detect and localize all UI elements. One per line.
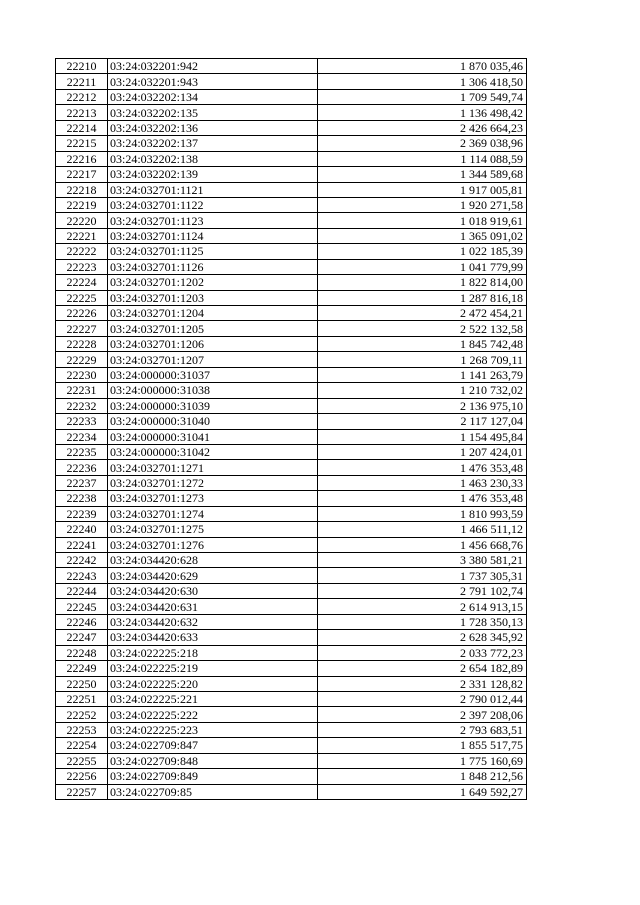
cadastral-value-cell: 1 848 212,56 — [318, 769, 527, 784]
cadastral-number-cell: 03:24:032701:1202 — [108, 275, 318, 290]
cadastral-value-cell: 1 210 732,02 — [318, 383, 527, 398]
cadastral-number-cell: 03:24:032701:1272 — [108, 475, 318, 490]
cadastral-value-cell: 2 791 102,74 — [318, 583, 527, 598]
cadastral-number-cell: 03:24:022225:220 — [108, 676, 318, 691]
cadastral-value-cell: 1 476 353,48 — [318, 460, 527, 475]
cadastral-value-cell: 1 775 160,69 — [318, 753, 527, 768]
cadastral-value-cell: 1 268 709,11 — [318, 352, 527, 367]
cadastral-value-cell: 1 041 779,99 — [318, 259, 527, 274]
row-number-cell: 22220 — [56, 213, 108, 228]
row-number-cell: 22243 — [56, 568, 108, 583]
row-number-cell: 22235 — [56, 444, 108, 459]
row-number-cell: 22228 — [56, 336, 108, 351]
cadastral-number-cell: 03:24:034420:631 — [108, 599, 318, 614]
row-number-cell: 22224 — [56, 275, 108, 290]
cadastral-value-cell: 3 380 581,21 — [318, 553, 527, 568]
table-row — [56, 691, 527, 706]
cadastral-value-cell: 2 472 454,21 — [318, 306, 527, 321]
table-row — [56, 614, 527, 629]
cadastral-number-cell: 03:24:022225:222 — [108, 707, 318, 722]
cadastral-value-cell: 1 456 668,76 — [318, 537, 527, 552]
cadastral-value-cell: 2 522 132,58 — [318, 321, 527, 336]
row-number-cell: 22248 — [56, 645, 108, 660]
table-row — [56, 522, 527, 537]
cadastral-number-cell: 03:24:032701:1275 — [108, 522, 318, 537]
table-row — [56, 306, 527, 321]
table-row — [56, 74, 527, 89]
cadastral-value-cell: 1 141 263,79 — [318, 367, 527, 382]
cadastral-number-cell: 03:24:034420:630 — [108, 583, 318, 598]
cadastral-number-cell: 03:24:022709:849 — [108, 769, 318, 784]
cadastral-value-cell: 1 022 185,39 — [318, 244, 527, 259]
table-row — [56, 336, 527, 351]
table-row — [56, 553, 527, 568]
row-number-cell: 22242 — [56, 553, 108, 568]
row-number-cell: 22246 — [56, 614, 108, 629]
row-number-cell: 22226 — [56, 306, 108, 321]
cadastral-number-cell: 03:24:032701:1203 — [108, 290, 318, 305]
row-number-cell: 22241 — [56, 537, 108, 552]
table-row — [56, 506, 527, 521]
row-number-cell: 22222 — [56, 244, 108, 259]
table-row — [56, 290, 527, 305]
cadastral-number-cell: 03:24:032701:1205 — [108, 321, 318, 336]
table-row — [56, 352, 527, 367]
table-row — [56, 105, 527, 120]
cadastral-value-cell: 1 737 305,31 — [318, 568, 527, 583]
table-row — [56, 784, 527, 799]
row-number-cell: 22217 — [56, 167, 108, 182]
row-number-cell: 22252 — [56, 707, 108, 722]
cadastral-number-cell: 03:24:000000:31037 — [108, 367, 318, 382]
table-row — [56, 722, 527, 737]
table-row — [56, 460, 527, 475]
table-row — [56, 630, 527, 645]
cadastral-number-cell: 03:24:032701:1126 — [108, 259, 318, 274]
cadastral-value-table — [55, 58, 527, 800]
cadastral-value-cell: 1 018 919,61 — [318, 213, 527, 228]
cadastral-number-cell: 03:24:034420:632 — [108, 614, 318, 629]
cadastral-number-cell: 03:24:022225:221 — [108, 691, 318, 706]
table-row — [56, 275, 527, 290]
cadastral-value-cell: 1 136 498,42 — [318, 105, 527, 120]
cadastral-number-cell: 03:24:032701:1124 — [108, 228, 318, 243]
cadastral-value-cell: 1 822 814,00 — [318, 275, 527, 290]
cadastral-value-cell: 2 033 772,23 — [318, 645, 527, 660]
cadastral-value-cell: 1 920 271,58 — [318, 197, 527, 212]
cadastral-value-cell: 2 136 975,10 — [318, 398, 527, 413]
row-number-cell: 22223 — [56, 259, 108, 274]
table-row — [56, 661, 527, 676]
row-number-cell: 22213 — [56, 105, 108, 120]
row-number-cell: 22218 — [56, 182, 108, 197]
cadastral-value-cell: 1 845 742,48 — [318, 336, 527, 351]
table-row — [56, 769, 527, 784]
row-number-cell: 22254 — [56, 738, 108, 753]
table-row — [56, 568, 527, 583]
cadastral-number-cell: 03:24:032701:1271 — [108, 460, 318, 475]
cadastral-value-cell: 1 870 035,46 — [318, 59, 527, 74]
cadastral-number-cell: 03:24:022709:847 — [108, 738, 318, 753]
table-row — [56, 321, 527, 336]
cadastral-number-cell: 03:24:032201:943 — [108, 74, 318, 89]
cadastral-value-cell: 1 463 230,33 — [318, 475, 527, 490]
row-number-cell: 22227 — [56, 321, 108, 336]
row-number-cell: 22212 — [56, 89, 108, 104]
cadastral-number-cell: 03:24:034420:628 — [108, 553, 318, 568]
row-number-cell: 22216 — [56, 151, 108, 166]
row-number-cell: 22214 — [56, 120, 108, 135]
table-row — [56, 89, 527, 104]
row-number-cell: 22256 — [56, 769, 108, 784]
cadastral-value-cell: 1 154 495,84 — [318, 429, 527, 444]
cadastral-number-cell: 03:24:000000:31041 — [108, 429, 318, 444]
row-number-cell: 22249 — [56, 661, 108, 676]
row-number-cell: 22229 — [56, 352, 108, 367]
table-row — [56, 537, 527, 552]
cadastral-number-cell: 03:24:022225:219 — [108, 661, 318, 676]
cadastral-number-cell: 03:24:032701:1123 — [108, 213, 318, 228]
row-number-cell: 22240 — [56, 522, 108, 537]
cadastral-value-cell: 2 426 664,23 — [318, 120, 527, 135]
table-row — [56, 167, 527, 182]
cadastral-number-cell: 03:24:022709:848 — [108, 753, 318, 768]
cadastral-number-cell: 03:24:032202:134 — [108, 89, 318, 104]
table-row — [56, 414, 527, 429]
cadastral-value-cell: 2 117 127,04 — [318, 414, 527, 429]
table-row — [56, 491, 527, 506]
table-row — [56, 444, 527, 459]
table-row — [56, 707, 527, 722]
cadastral-number-cell: 03:24:000000:31039 — [108, 398, 318, 413]
row-number-cell: 22257 — [56, 784, 108, 799]
cadastral-value-cell: 2 790 012,44 — [318, 691, 527, 706]
row-number-cell: 22251 — [56, 691, 108, 706]
table-row — [56, 182, 527, 197]
cadastral-number-cell: 03:24:034420:633 — [108, 630, 318, 645]
cadastral-number-cell: 03:24:022225:223 — [108, 722, 318, 737]
table-row — [56, 244, 527, 259]
row-number-cell: 22237 — [56, 475, 108, 490]
row-number-cell: 22238 — [56, 491, 108, 506]
cadastral-number-cell: 03:24:000000:31038 — [108, 383, 318, 398]
cadastral-value-cell: 1 649 592,27 — [318, 784, 527, 799]
cadastral-value-cell: 1 344 589,68 — [318, 167, 527, 182]
cadastral-number-cell: 03:24:032701:1204 — [108, 306, 318, 321]
cadastral-value-cell: 2 628 345,92 — [318, 630, 527, 645]
cadastral-value-cell: 1 287 816,18 — [318, 290, 527, 305]
cadastral-number-cell: 03:24:032701:1274 — [108, 506, 318, 521]
cadastral-number-cell: 03:24:032202:138 — [108, 151, 318, 166]
cadastral-value-cell: 1 207 424,01 — [318, 444, 527, 459]
table-row — [56, 59, 527, 74]
cadastral-value-cell: 1 855 517,75 — [318, 738, 527, 753]
row-number-cell: 22225 — [56, 290, 108, 305]
row-number-cell: 22233 — [56, 414, 108, 429]
row-number-cell: 22219 — [56, 197, 108, 212]
row-number-cell: 22253 — [56, 722, 108, 737]
cadastral-number-cell: 03:24:022225:218 — [108, 645, 318, 660]
cadastral-number-cell: 03:24:032701:1206 — [108, 336, 318, 351]
cadastral-number-cell: 03:24:022709:85 — [108, 784, 318, 799]
cadastral-value-cell: 2 793 683,51 — [318, 722, 527, 737]
table-row — [56, 367, 527, 382]
row-number-cell: 22245 — [56, 599, 108, 614]
cadastral-value-cell: 1 709 549,74 — [318, 89, 527, 104]
table-row — [56, 429, 527, 444]
row-number-cell: 22250 — [56, 676, 108, 691]
cadastral-number-cell: 03:24:032201:942 — [108, 59, 318, 74]
cadastral-value-cell: 2 654 182,89 — [318, 661, 527, 676]
table-body — [56, 59, 527, 800]
cadastral-number-cell: 03:24:032202:139 — [108, 167, 318, 182]
cadastral-value-cell: 1 466 511,12 — [318, 522, 527, 537]
row-number-cell: 22230 — [56, 367, 108, 382]
cadastral-value-cell: 1 114 088,59 — [318, 151, 527, 166]
cadastral-value-cell: 1 476 353,48 — [318, 491, 527, 506]
cadastral-number-cell: 03:24:032701:1207 — [108, 352, 318, 367]
table-row — [56, 583, 527, 598]
row-number-cell: 22244 — [56, 583, 108, 598]
cadastral-number-cell: 03:24:032202:136 — [108, 120, 318, 135]
row-number-cell: 22247 — [56, 630, 108, 645]
table-row — [56, 259, 527, 274]
row-number-cell: 22215 — [56, 136, 108, 151]
row-number-cell: 22210 — [56, 59, 108, 74]
cadastral-number-cell: 03:24:032701:1273 — [108, 491, 318, 506]
row-number-cell: 22211 — [56, 74, 108, 89]
cadastral-value-cell: 2 614 913,15 — [318, 599, 527, 614]
table-row — [56, 398, 527, 413]
cadastral-number-cell: 03:24:032701:1122 — [108, 197, 318, 212]
row-number-cell: 22255 — [56, 753, 108, 768]
cadastral-value-cell: 2 369 038,96 — [318, 136, 527, 151]
table-row — [56, 383, 527, 398]
cadastral-value-cell: 1 810 993,59 — [318, 506, 527, 521]
table-row — [56, 120, 527, 135]
cadastral-value-cell: 1 917 005,81 — [318, 182, 527, 197]
cadastral-number-cell: 03:24:032701:1125 — [108, 244, 318, 259]
table-row — [56, 136, 527, 151]
row-number-cell: 22221 — [56, 228, 108, 243]
cadastral-number-cell: 03:24:034420:629 — [108, 568, 318, 583]
cadastral-number-cell: 03:24:032701:1121 — [108, 182, 318, 197]
table-row — [56, 645, 527, 660]
row-number-cell: 22236 — [56, 460, 108, 475]
cadastral-number-cell: 03:24:000000:31042 — [108, 444, 318, 459]
cadastral-number-cell: 03:24:032202:135 — [108, 105, 318, 120]
table-row — [56, 738, 527, 753]
table-row — [56, 151, 527, 166]
table-row — [56, 676, 527, 691]
row-number-cell: 22232 — [56, 398, 108, 413]
table-row — [56, 599, 527, 614]
table-row — [56, 228, 527, 243]
table-row — [56, 475, 527, 490]
cadastral-value-cell: 2 331 128,82 — [318, 676, 527, 691]
row-number-cell: 22231 — [56, 383, 108, 398]
table-row — [56, 213, 527, 228]
table-row — [56, 197, 527, 212]
cadastral-value-cell: 1 306 418,50 — [318, 74, 527, 89]
cadastral-number-cell: 03:24:000000:31040 — [108, 414, 318, 429]
cadastral-number-cell: 03:24:032202:137 — [108, 136, 318, 151]
cadastral-value-cell: 1 365 091,02 — [318, 228, 527, 243]
cadastral-value-cell: 2 397 208,06 — [318, 707, 527, 722]
table-row — [56, 753, 527, 768]
row-number-cell: 22239 — [56, 506, 108, 521]
cadastral-value-cell: 1 728 350,13 — [318, 614, 527, 629]
cadastral-number-cell: 03:24:032701:1276 — [108, 537, 318, 552]
row-number-cell: 22234 — [56, 429, 108, 444]
